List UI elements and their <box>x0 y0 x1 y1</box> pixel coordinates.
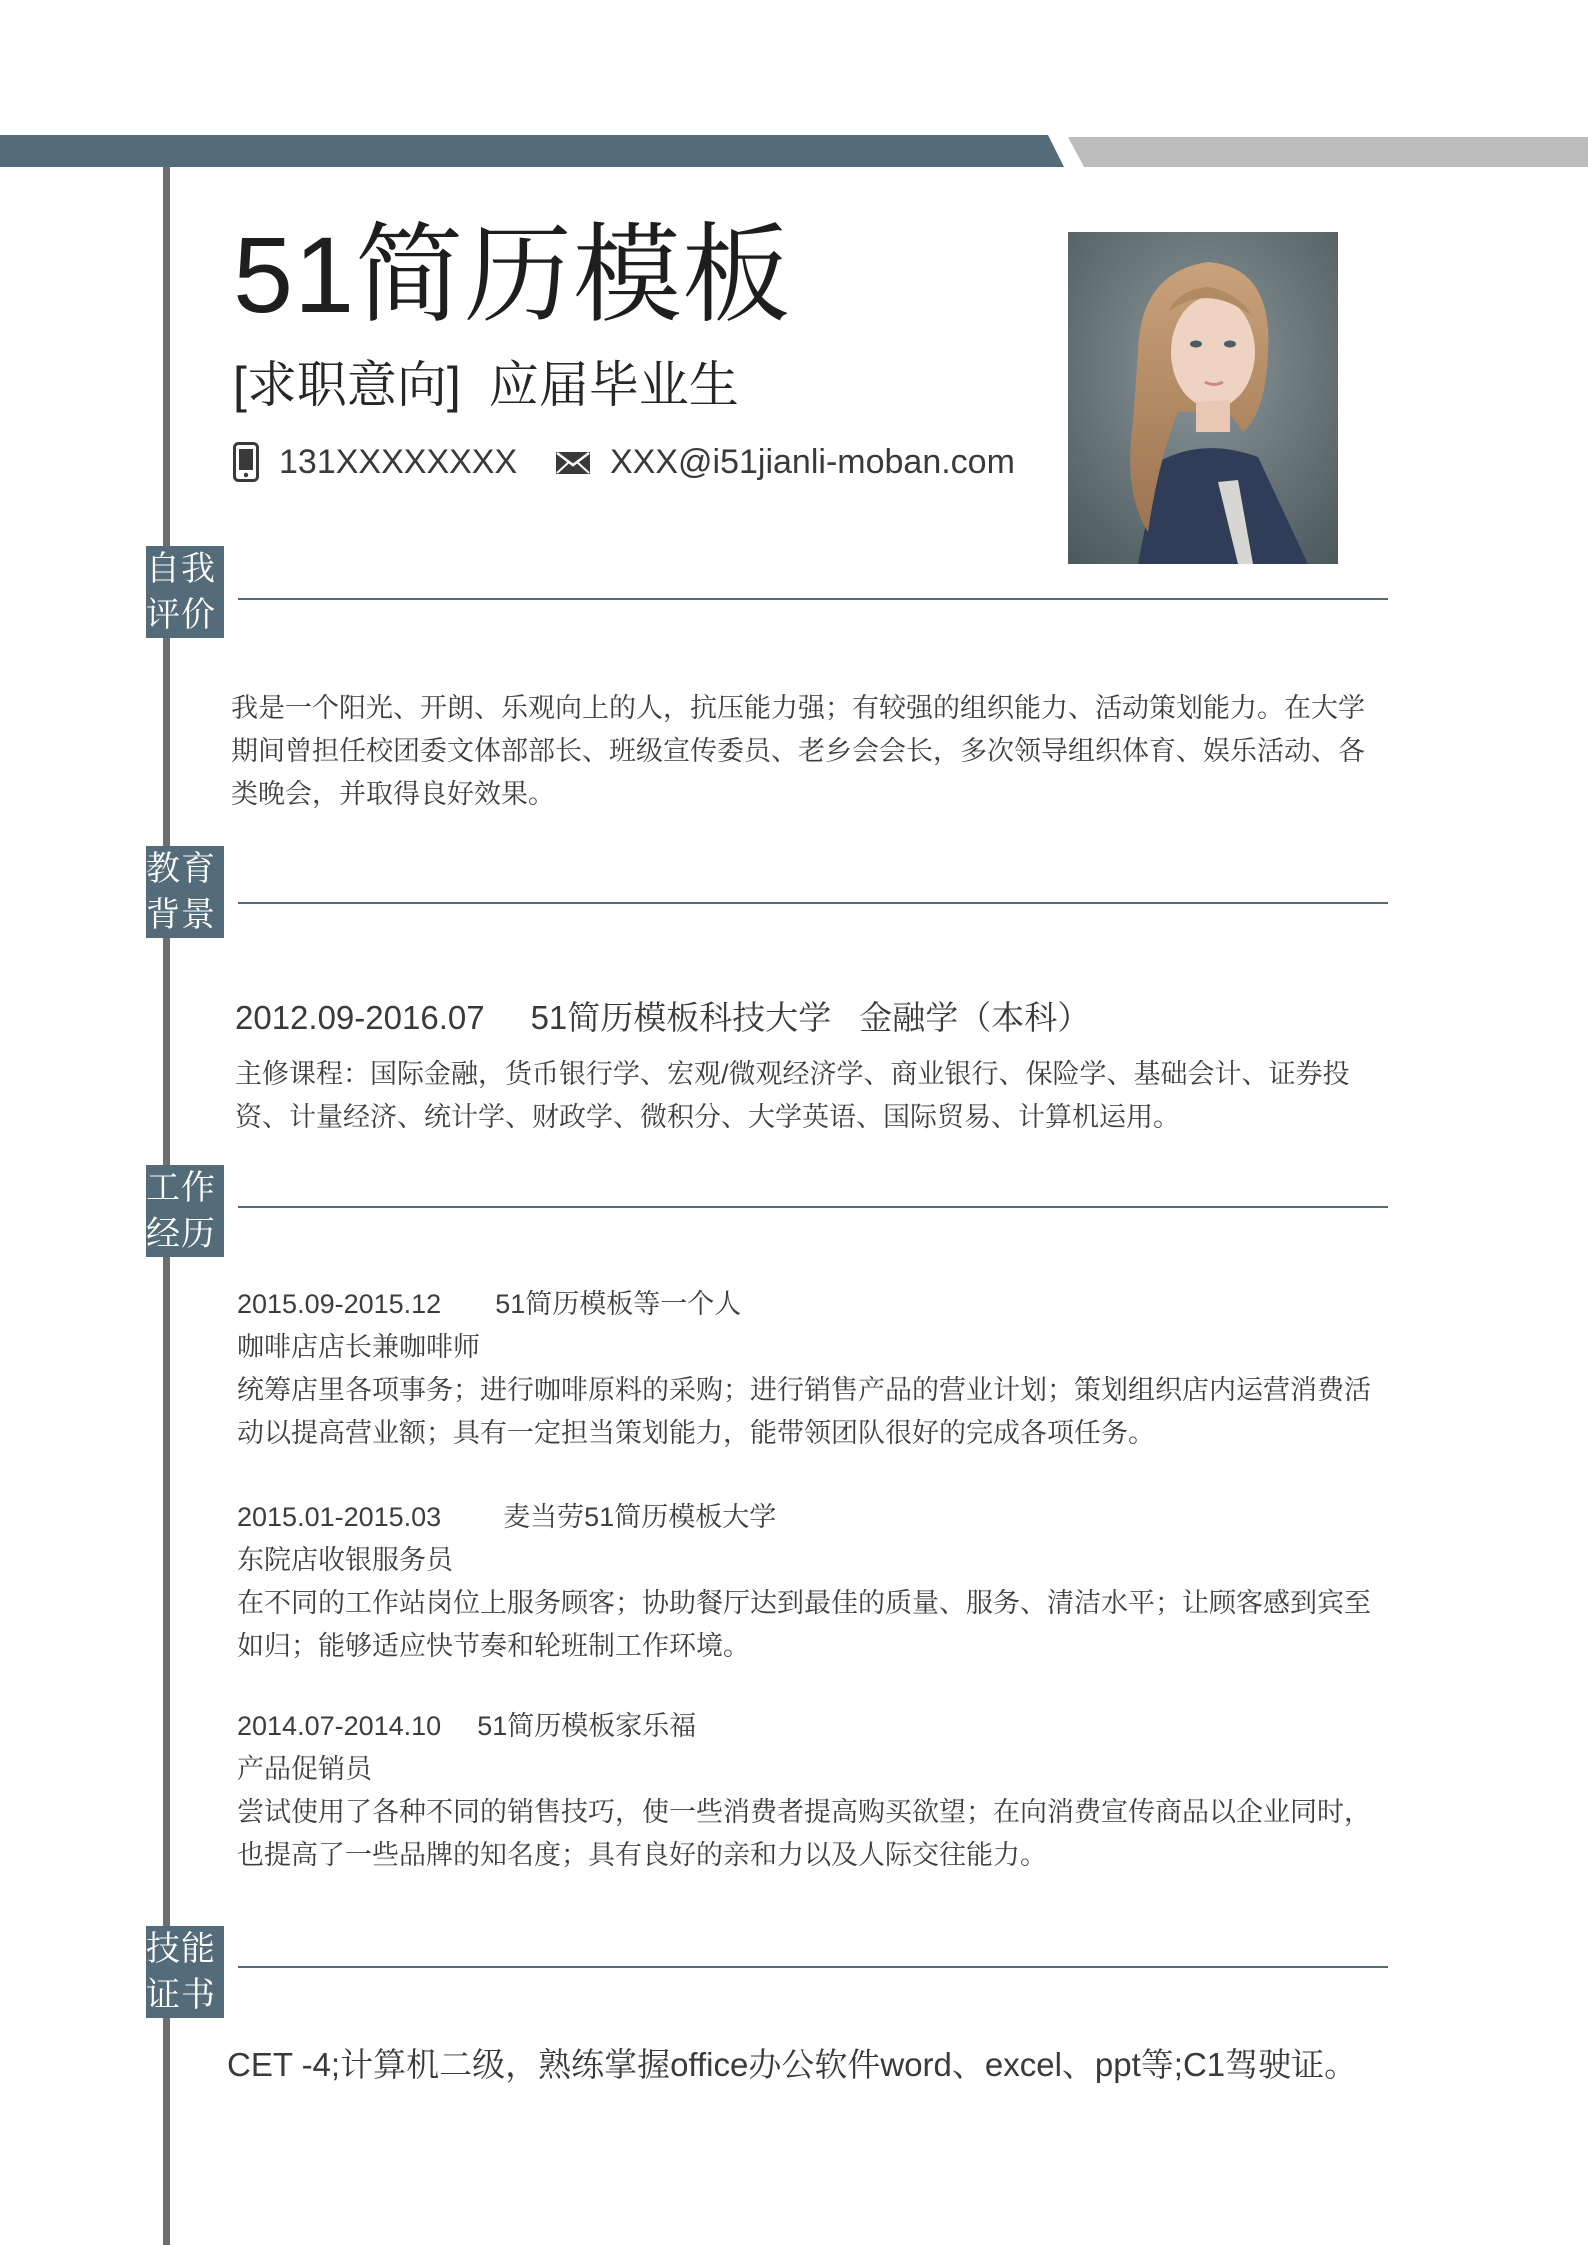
work-item-role: 咖啡店店长兼咖啡师 <box>237 1332 480 1362</box>
self-eval-title-line1: 自我 <box>146 550 216 588</box>
job-intent-label: [求职意向] <box>233 357 461 413</box>
self-eval-title-line2: 评价 <box>146 596 216 634</box>
job-intent-value: 应届毕业生 <box>488 357 739 413</box>
education-school: 51简历模板科技大学 <box>530 999 832 1036</box>
work-title-line1: 工作 <box>146 1169 216 1207</box>
education-headline <box>235 994 1090 1042</box>
contact-email <box>556 436 1015 488</box>
work-item-period: 2015.09-2015.12 <box>237 1289 442 1319</box>
skills-title-line2: 证书 <box>146 1976 216 2014</box>
work-item-role: 产品促销员 <box>237 1754 372 1784</box>
work-item-company: 51简历模板等一个人 <box>495 1289 742 1319</box>
self-eval-text: 我是一个阳光、开朗、乐观向上的人，抗压能力强；有较强的组织能力、活动策划能力。在大学期间曾担任校团委文体部部长、班级宣传委员、老乡会会长，多次领导组织体育、娱乐活动、各类晚会，并取得良好效果。 <box>231 693 1365 809</box>
work-item-company: 51简历模板家乐福 <box>477 1711 697 1741</box>
work-title-line2: 经历 <box>146 1215 216 1253</box>
work-item-header <box>237 1705 1387 1748</box>
header-band-dark <box>0 135 1064 167</box>
section-tag-education <box>146 846 224 938</box>
skills-text: CET -4;计算机二级，熟练掌握office办公软件word、excel、ppt等;C1驾驶证。 <box>227 2046 1358 2083</box>
education-courses: 主修课程：国际金融，货币银行学、宏观/微观经济学、商业银行、保险学、基础会计、证券投资、计量经济、统计学、财政学、微积分、大学英语、国际贸易、计算机运用。 <box>235 1059 1350 1132</box>
profile-photo <box>1068 232 1338 564</box>
phone-number: 131XXXXXXXX <box>279 443 518 481</box>
section-rule-education <box>238 902 1388 904</box>
section-tag-skills <box>146 1926 224 2018</box>
work-item-period: 2015.01-2015.03 <box>237 1502 442 1532</box>
work-item <box>237 1705 1387 1877</box>
education-title-line2: 背景 <box>146 896 216 934</box>
contact-phone <box>233 436 517 488</box>
section-tag-self-eval <box>146 546 224 638</box>
envelope-icon <box>556 449 590 475</box>
work-item-desc: 统筹店里各项事务；进行咖啡原料的采购；进行销售产品的营业计划；策划组织店内运营消费活动以提高营业额；具有一定担当策划能力，能带领团队很好的完成各项任务。 <box>237 1375 1371 1448</box>
section-rule-self-eval <box>238 598 1388 600</box>
work-item-role: 东院店收银服务员 <box>237 1545 453 1575</box>
header-band-light <box>1068 137 1588 167</box>
work-item-header <box>237 1283 1387 1326</box>
resume-name: 51简历模板 <box>233 214 792 335</box>
phone-icon <box>233 442 259 482</box>
education-period: 2012.09-2016.07 <box>235 999 485 1036</box>
section-tag-work <box>146 1165 224 1257</box>
work-item <box>237 1283 1387 1455</box>
work-item-period: 2014.07-2014.10 <box>237 1711 442 1741</box>
work-item-desc: 在不同的工作站岗位上服务顾客；协助餐厅达到最佳的质量、服务、清洁水平；让顾客感到宾至如归；能够适应快节奏和轮班制工作环境。 <box>237 1588 1371 1661</box>
work-item <box>237 1496 1387 1668</box>
work-item-desc: 尝试使用了各种不同的销售技巧，使一些消费者提高购买欲望；在向消费宣传商品以企业同时，也提高了一些品牌的知名度；具有良好的亲和力以及人际交往能力。 <box>237 1797 1371 1870</box>
work-item-company: 麦当劳51简历模板大学 <box>503 1502 777 1532</box>
skills-title-line1: 技能 <box>146 1930 216 1968</box>
work-item-header <box>237 1496 1387 1539</box>
email-address: XXX@i51jianli-moban.com <box>610 443 1015 481</box>
job-intent <box>233 350 739 420</box>
section-rule-skills <box>238 1966 1388 1968</box>
education-title-line1: 教育 <box>146 850 216 888</box>
education-major: 金融学（本科） <box>859 999 1091 1036</box>
section-rule-work <box>238 1206 1388 1208</box>
